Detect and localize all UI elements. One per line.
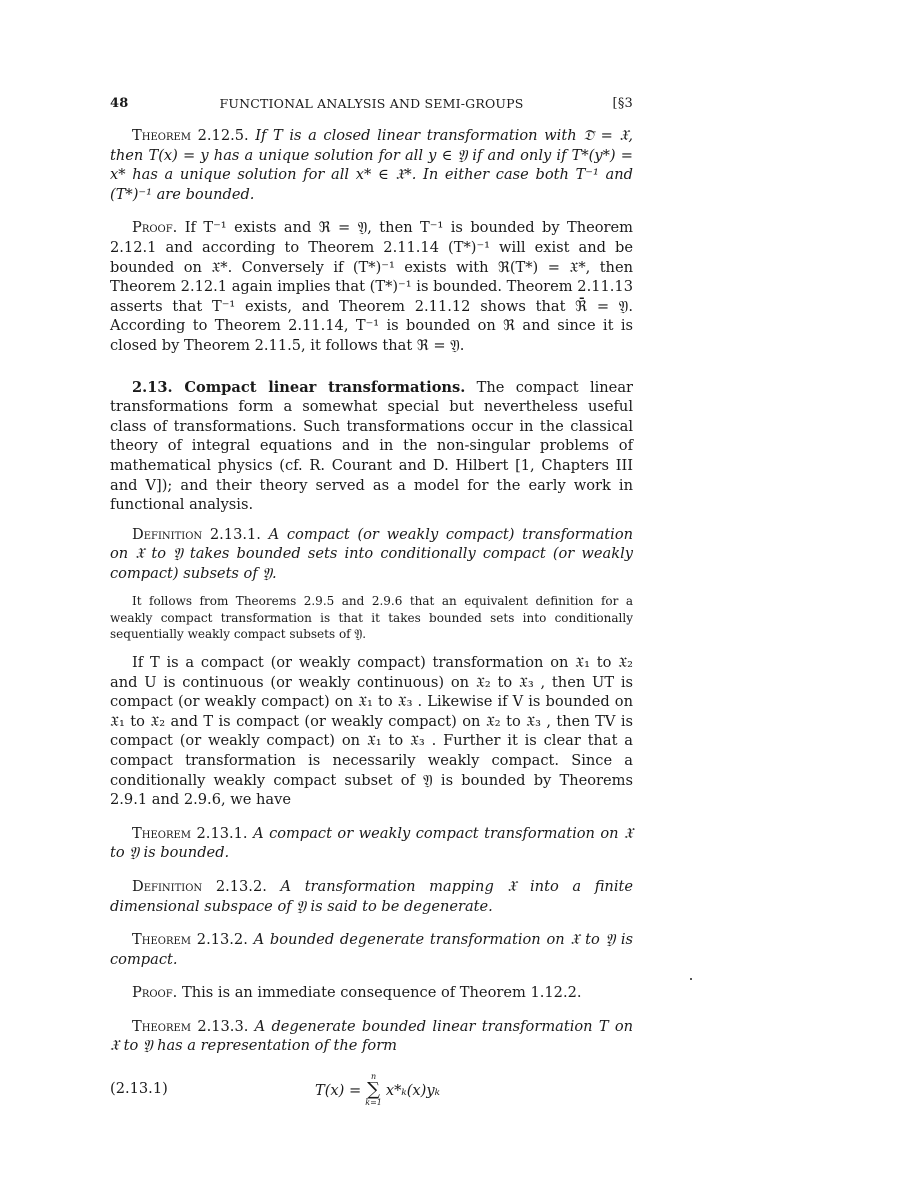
- theorem-number: 2.13.1.: [196, 824, 248, 842]
- theorem-number: 2.12.5.: [197, 127, 249, 144]
- definition-label: Definition: [132, 525, 203, 543]
- section-2-13-intro: [110, 378, 633, 515]
- equation-lhs: T(x) =: [315, 1081, 362, 1099]
- summation-icon: [365, 1073, 382, 1107]
- definition-statement: A compact (or weakly compact) transformation on 𝔛 to 𝔜 takes bounded sets into conditionally compact (or weakly compact) subsets of 𝔜.: [110, 525, 634, 582]
- theorem-number: 2.13.2.: [196, 931, 248, 949]
- definition-statement: A transformation mapping 𝔛 into a finite dimensional subspace of 𝔜 is said to be degenerate.: [110, 877, 633, 915]
- theorem-2-13-2: [110, 930, 633, 969]
- sum-lower-limit: k=1: [365, 1098, 382, 1108]
- equation-2-13-1: [110, 1070, 633, 1110]
- theorem-label: Theorem: [132, 1017, 192, 1035]
- sigma-glyph: ∑: [367, 1079, 380, 1101]
- theorem-label: Theorem: [132, 824, 192, 842]
- definition-number: 2.13.1.: [209, 525, 261, 543]
- running-title: FUNCTIONAL ANALYSIS AND SEMI-GROUPS: [219, 96, 524, 111]
- definition-2-13-1: [110, 525, 633, 584]
- section-heading: 2.13. Compact linear transformations.: [132, 378, 466, 396]
- section-text: The compact linear transformations form a somewhat special but nevertheless useful class of transformations. Such transformations occur in the classical theory of integral equations and in the non-singular problems of mathematical physics (cf. R. Courant and D. Hilbert [1, Chapters III and V]); and their theory served as a model for the early work in functional analysis.: [110, 378, 633, 514]
- remark-small-print: It follows from Theorems 2.9.5 and 2.9.6 that an equivalent definition for a weakly compact transformation is that it takes bounded sets into conditionally sequentially weakly compact subsets of 𝔜.: [110, 594, 633, 642]
- theorem-statement: If T is a closed linear transformation with 𝔇̄ = 𝔛, then T(x) = y has a unique solution for all y ∈ 𝔜 if and only if T*(y*) = x* has a unique solution for all x* ∈ 𝔛*. In either case both T⁻¹ and (T*)⁻¹ are bounded.: [110, 127, 634, 203]
- composition-paragraph: If T is a compact (or weakly compact) transformation on 𝔛₁ to 𝔛₂ and U is continuous (or weakly continuous) on 𝔛₂ to 𝔛₃ , then UT is compact (or weakly compact) on 𝔛₁ to 𝔛₃ . Likewise if V is bounded on 𝔛₁ to 𝔛₂ and T is compact (or weakly compact) on 𝔛₂ to 𝔛₃ , then TV is compact (or weakly compact) on 𝔛₁ to 𝔛₃ . Further it is clear that a compact transformation is necessarily weakly compact. Since a conditionally weakly compact subset of 𝔜 is bounded by Theorems 2.9.1 and 2.9.6, we have: [110, 653, 633, 809]
- definition-label: Definition: [132, 877, 203, 895]
- proof-2-12-5: [110, 218, 633, 355]
- scan-speck: [690, 978, 692, 980]
- theorem-number: 2.13.3.: [197, 1017, 249, 1035]
- proof-text: If T⁻¹ exists and ℜ = 𝔜, then T⁻¹ is bounded by Theorem 2.12.1 and according to Theorem 2.11.14 (T*)⁻¹ will exist and be bounded on 𝔛*. Conversely if (T*)⁻¹ exists with ℜ(T*) = 𝔛*, then Theorem 2.12.1 again implies that (T*)⁻¹ is bounded. Theorem 2.11.13 asserts that T⁻¹ exists, and Theorem 2.11.12 shows that ℜ̄ = 𝔜. According to Theorem 2.11.14, T⁻¹ is bounded on ℜ and since it is closed by Theorem 2.11.5, it follows that ℜ = 𝔜.: [110, 219, 634, 354]
- definition-2-13-2: [110, 877, 633, 916]
- sum-upper-limit: n: [370, 1072, 377, 1082]
- theorem-2-13-1: [110, 824, 633, 863]
- equation-summand: x*ₖ(x)yₖ: [385, 1081, 440, 1099]
- theorem-label: Theorem: [132, 127, 192, 144]
- proof-text: This is an immediate consequence of Theorem 1.12.2.: [181, 984, 582, 1002]
- document-page: [110, 96, 633, 1110]
- theorem-2-12-5: [110, 126, 633, 204]
- running-header: [110, 96, 633, 116]
- equation-body: [315, 1070, 440, 1110]
- theorem-statement: A degenerate bounded linear transformation T on 𝔛 to 𝔜 has a representation of the form: [110, 1017, 634, 1055]
- section-mark: [§3: [612, 96, 633, 111]
- equation-label: (2.13.1): [110, 1080, 168, 1098]
- proof-2-13-2: [110, 983, 633, 1003]
- definition-number: 2.13.2.: [215, 877, 267, 895]
- theorem-statement: A bounded degenerate transformation on 𝔛 to 𝔜 is compact.: [110, 931, 634, 968]
- proof-label: Proof.: [132, 219, 178, 237]
- theorem-statement: A compact or weakly compact transformation on 𝔛 to 𝔜 is bounded.: [110, 824, 634, 862]
- theorem-2-13-3: [110, 1017, 633, 1056]
- proof-label: Proof.: [132, 984, 178, 1002]
- page-number: 48: [110, 96, 129, 111]
- theorem-label: Theorem: [132, 931, 192, 949]
